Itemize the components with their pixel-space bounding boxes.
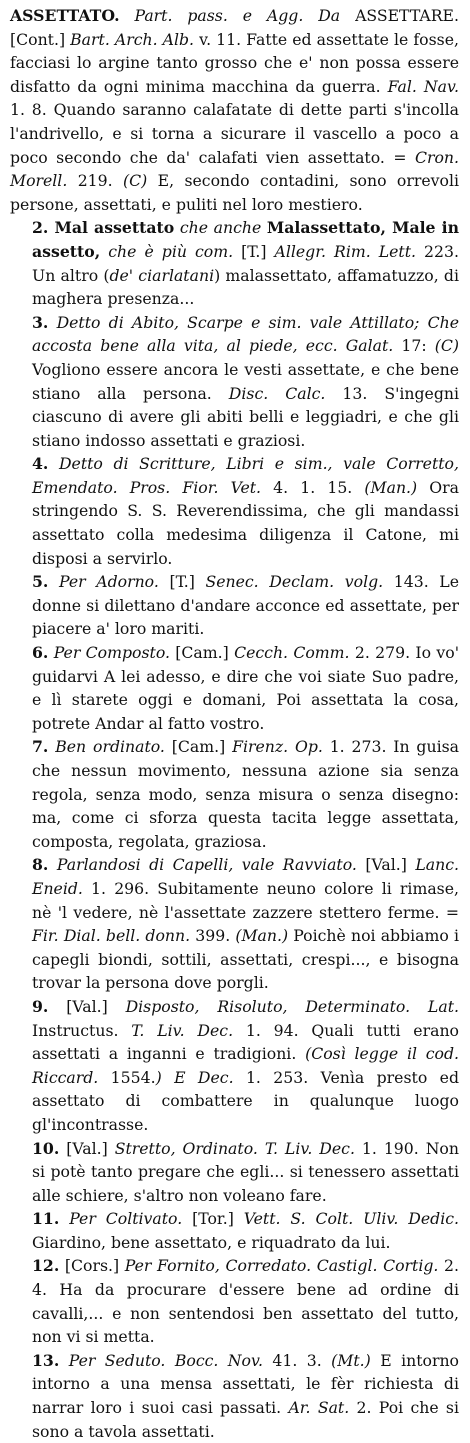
text-run: [Cam.] [169, 643, 235, 663]
text-run: [Cam.] [164, 737, 233, 757]
text-run: ASSETTARE. [355, 6, 459, 25]
text-run: 1. 94. Quali tutti erano assettati a inganni e tradigioni. [32, 1020, 459, 1064]
text-run: 1554. [98, 1067, 156, 1087]
text-run: 13. S'ingegni ciascuno di avere gli abiti belli e leggiadri, e che gli stiano indosso assettati e graziosi. [32, 383, 459, 450]
text-run: 13. [32, 1350, 60, 1370]
text-run: E, secondo contadini, sono orrevoli persone, assettati, e puliti nel loro mestiero. [10, 171, 459, 214]
text-run: 2. Mal assettato [32, 218, 175, 238]
text-run: Senec. Declam. volg. [205, 572, 384, 592]
text-run: 4. [32, 454, 49, 474]
text-run: 143. Le donne si dilettano d'andare acconce ed assettate, per piacere a' loro mariti. [32, 572, 460, 639]
text-run: T. Liv. Dec. [131, 1020, 234, 1040]
text-run: ) E Dec. [155, 1067, 234, 1087]
text-run: 219. [67, 171, 123, 191]
text-run: 1. 190. Non si potè tanto pregare che egli... si tenessero assettati alle schiere, s'altro non voleano fare. [32, 1138, 459, 1205]
text-run: 2. 279. Io vo' guidarvi A lei adesso, e dire che voi siate Suo padre, e lì starete oggi e domani, Poi assettata la cosa, potrete Andar al fatto vostro. [32, 643, 460, 733]
sense-paragraph-3 [10, 452, 459, 570]
text-run: [Cors.] [59, 1256, 125, 1276]
sense-paragraph-11 [10, 1254, 459, 1348]
sense-paragraph-12 [10, 1349, 459, 1443]
text-run: Detto di Abito, Scarpe e sim. vale Attillato; Che accosta bene alla vita, al piede, ecc. Galat. [32, 312, 459, 356]
text-run: 9. [32, 996, 49, 1016]
text-run: 7. [32, 737, 49, 757]
text-run: [Val.] [356, 855, 416, 875]
text-run: Disc. Calc. [228, 383, 326, 403]
text-run: Allegr. Rim. Lett. [274, 241, 417, 261]
text-run: ASSETTATO. [10, 6, 120, 25]
text-run: [Val.] [59, 1138, 115, 1158]
text-run: 41. 3. [262, 1350, 332, 1370]
sense-paragraph-10 [10, 1207, 459, 1254]
sense-paragraph-5 [10, 641, 459, 735]
sense-paragraph-6 [10, 735, 459, 853]
text-run: Disposto, Risoluto, Determinato. Lat. [125, 996, 459, 1016]
text-run: Per Fornito, Corredato. Castigl. Cortig. [124, 1256, 439, 1276]
sense-paragraph-9 [10, 1137, 459, 1208]
text-run: Parlandosi di Capelli, vale Ravviato. [48, 855, 357, 875]
text-run: (C) [123, 171, 148, 191]
text-run: Ben ordinato. [48, 737, 165, 757]
text-run: 2. Poi che si sono a tavola assettati. [32, 1398, 459, 1441]
sense-paragraph-1 [10, 216, 459, 310]
text-run: (Così legge il cod. Riccard. [32, 1044, 460, 1087]
text-run: [T.] [233, 241, 275, 261]
text-run: Per Seduto. Bocc. Nov. [59, 1350, 263, 1370]
text-run: Fir. Dial. bell. donn. [32, 926, 191, 946]
text-run: 4. 1. 15. [261, 477, 365, 497]
text-run: Lanc. Eneid. [32, 855, 459, 898]
text-run: [Cont.] [10, 29, 71, 49]
text-run: 17: [393, 336, 435, 356]
sense-paragraph-8 [10, 995, 459, 1137]
text-run: (Mt.) [331, 1350, 371, 1370]
text-run: Per Coltivato. [59, 1209, 183, 1229]
text-run: 1. 8. Quando saranno calafatate di dette parti s'incolla l'andrivello, e si torna a sicurare il vascello a poco a poco secondo che da' calafati vien assettato. = [10, 100, 459, 167]
text-run: Cron. Morell. [10, 147, 459, 191]
text-run: Ora stringendo S. S. Reverendissima, che gli mandassi assettato colla medesima diligenza il Catone, mi disposi a servirlo. [32, 477, 460, 568]
sense-paragraph-4 [10, 570, 459, 641]
text-run: Ar. Sat. [288, 1398, 350, 1418]
text-run: 2. 4. Ha da procurare d'essere bene ad ordine di cavalli,... e non sentendosi ben assettato del tutto, non vi si metta. [32, 1256, 459, 1347]
text-run: 8. [32, 855, 49, 875]
text-run: Bart. Arch. Alb. [70, 29, 195, 49]
text-run: Part. pass. e Agg. Da [119, 6, 356, 25]
text-run: Poichè noi abbiamo i capegli biondi, sottili, assettati, crespi..., e bisogna trovar la persona dove porgli. [32, 926, 459, 993]
text-run: 223. Un altro ( [32, 241, 459, 285]
text-run: [Tor.] [182, 1209, 244, 1229]
text-run: 1. 273. In guisa che nessun movimento, nessuna azione sia senza regola, senza modo, senza misura o senza disegno: ma, come ci sforza questa tacita legge assettata, composta, regolata, graziosa. [32, 737, 459, 851]
text-run: (Man.) [364, 477, 418, 497]
sense-paragraph-2 [10, 311, 459, 453]
text-run: Fal. Nav. [387, 76, 459, 96]
text-run: v. 11. Fatte ed assettate le fosse, facciasi lo argine tanto grosso che e' non possa essere disfatto da ogni minima macchina da guerra. [10, 29, 459, 96]
text-run: 6. [32, 643, 49, 663]
text-run: [T.] [158, 572, 206, 592]
text-run: 399. [190, 926, 236, 946]
text-run: (C) [434, 336, 459, 356]
text-run: Vogliono essere ancora le vesti assettate, e che bene stiano alla persona. [32, 359, 459, 403]
text-run: 11. [32, 1209, 60, 1229]
text-run: Instructus. [32, 1020, 132, 1040]
sense-paragraph-7 [10, 853, 459, 995]
text-run: che anche [174, 218, 267, 238]
text-run: ) malassettato, affamatuzzo, di maghera presenza... [32, 265, 459, 309]
text-run: Per Adorno. [48, 572, 159, 592]
text-run: 3. [32, 312, 49, 332]
text-run: 10. [32, 1138, 60, 1158]
text-run: 12. [32, 1256, 60, 1276]
text-run: Per Composto. [48, 643, 170, 663]
text-run: Detto di Scritture, Libri e sim., vale Corretto, Emendato. Pros. Fior. Vet. [32, 454, 459, 497]
text-run: 5. [32, 572, 49, 592]
text-run: Firenz. Op. [232, 737, 323, 757]
text-run: de' ciarlatani [109, 265, 215, 285]
text-run: E intorno intorno a una mensa assettati, le fèr richiesta di narrar loro i suoi casi passati. [32, 1350, 460, 1418]
text-run: 1. 296. Subitamente neuno colore li rimase, nè 'l vedere, nè l'assettate zazzere stettero ferme. = [32, 878, 459, 922]
text-run: Vett. S. Colt. Uliv. Dedic. [243, 1209, 459, 1229]
text-run: Cecch. Comm. [234, 643, 350, 663]
text-run: Giardino, bene assettato, e riquadrato da lui. [32, 1232, 391, 1252]
text-run: che è più com. [100, 241, 234, 261]
text-run: Stretto, Ordinato. T. Liv. Dec. [114, 1138, 355, 1158]
text-run: 1. 253. Venìa presto ed assettato di combattere in qualunque luogo gl'incontrasse. [32, 1067, 459, 1134]
text-run: (Man.) [235, 926, 289, 946]
text-run: Malassettato, Male in assetto, [32, 218, 459, 261]
entry-headword-paragraph [10, 4, 459, 216]
text-run: [Val.] [48, 996, 126, 1016]
